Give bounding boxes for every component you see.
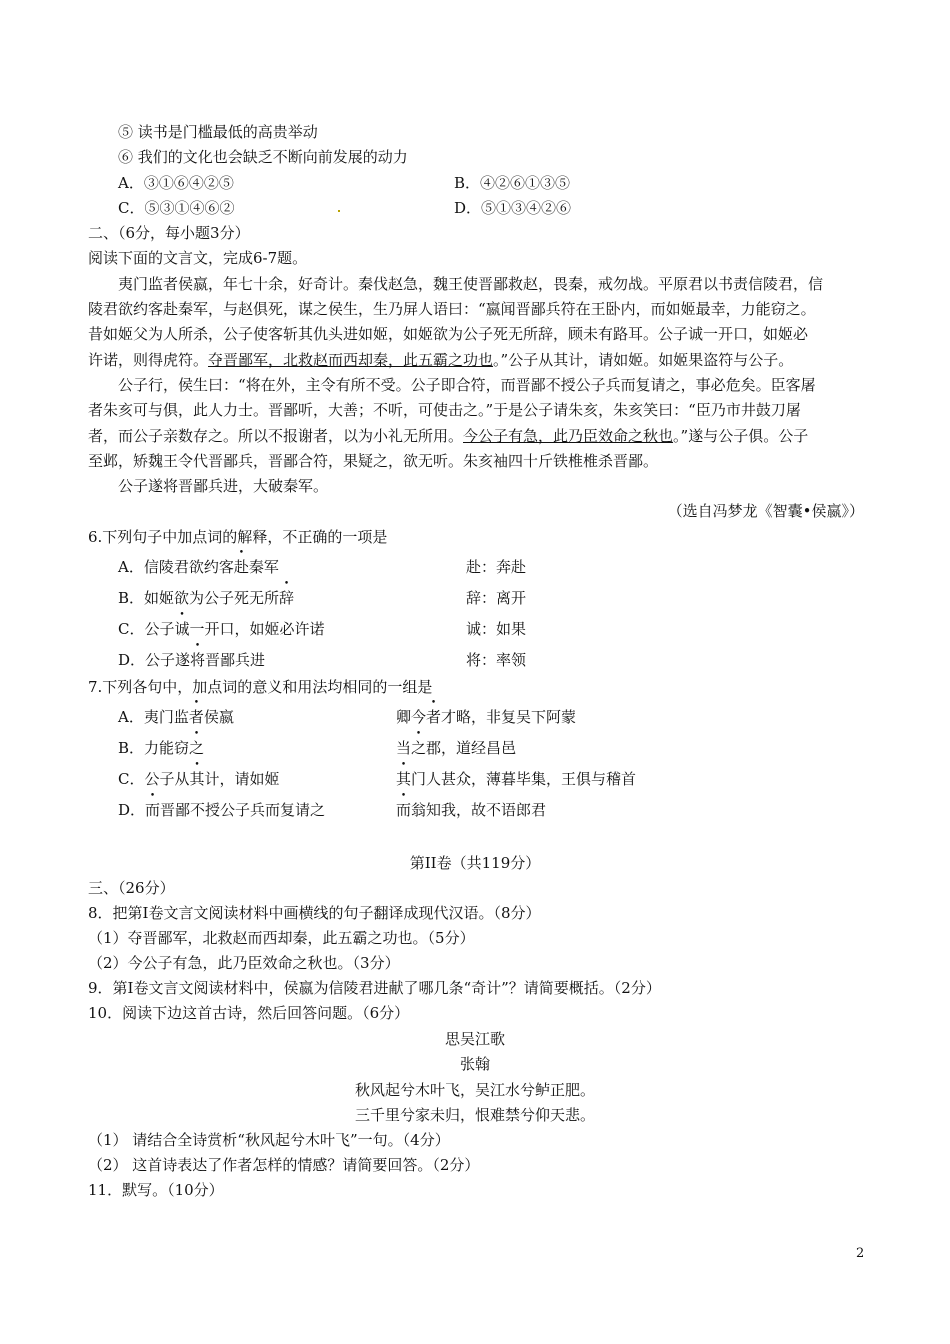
- q7-option-a-left: A．夷门监者侯嬴: [118, 708, 234, 726]
- q6-gloss-d: 将：率领: [466, 651, 527, 669]
- choice-b: B．④②⑥①③⑤: [454, 174, 571, 192]
- q7-option-d-left: D．而晋鄙不授公子兵而复请之: [118, 801, 326, 819]
- choice-a: A．③①⑥④②⑤: [118, 174, 234, 192]
- passage-line: 者朱亥可与俱，此人力士。晋鄙听，大善；不听，可使击之。”于是公子请朱亥，朱亥笑曰：“臣乃市井鼓刀屠: [88, 401, 801, 419]
- option-line-6: ⑥ 我们的文化也会缺乏不断向前发展的动力: [118, 148, 408, 166]
- q7-option-d-right: 而翁知我，故不语郎君: [396, 801, 547, 819]
- part-two-title: 第II卷（共119分）: [409, 854, 541, 872]
- q6-option-c: C．公子诚一开口，如姬必许诺: [118, 620, 325, 638]
- q7-option-c-left: C．公子从其计，请如姬: [118, 770, 280, 788]
- question-8-1: （1）夺晋鄙军，北救赵而西却秦，此五霸之功也。（5分）: [88, 929, 475, 947]
- q6-gloss-a: 赴：奔赴: [466, 558, 527, 576]
- stray-mark: [338, 210, 340, 212]
- q7-option-a-right: 卿今者才略，非复吴下阿蒙: [396, 708, 577, 726]
- poem-line-2: 三千里兮家未归，恨难禁兮仰天悲。: [354, 1106, 595, 1124]
- passage-line: 陵君欲约客赴秦军，与赵俱死，谋之侯生，生乃屏人语曰：“嬴闻晋鄙兵符在王卧内，而如姬最幸，力能窃之。: [88, 300, 816, 318]
- passage-line: 公子遂将晋鄙兵进，大破秦军。: [118, 477, 329, 495]
- choice-d: D．⑤①③④②⑥: [454, 199, 572, 217]
- passage-line: 至邺，矫魏王令代晋鄙兵，晋鄙合符，果疑之，欲无听。朱亥袖四十斤铁椎椎杀晋鄙。: [88, 452, 659, 470]
- question-11: 11．默写。（10分）: [88, 1181, 224, 1199]
- poem-line-1: 秋风起兮木叶飞，吴江水兮鲈正肥。: [354, 1081, 595, 1099]
- q7-option-c-right: 其门人甚众，薄暮毕集，王俱与稽首: [396, 770, 637, 788]
- poem-author: 张翰: [459, 1055, 490, 1073]
- question-6-stem: 6.下列句子中加点词的解释，不正确的一项是: [88, 528, 388, 546]
- section-two-intro: 阅读下面的文言文，完成6-7题。: [88, 249, 308, 267]
- question-10-1: （1） 请结合全诗赏析“秋风起兮木叶飞”一句。（4分）: [88, 1131, 450, 1149]
- q6-gloss-b: 辞：离开: [466, 589, 527, 607]
- underlined-sentence-1: 夺晋鄙军，北救赵而西却秦，此五霸之功也: [208, 351, 494, 369]
- passage-source: （选自冯梦龙《智囊•侯嬴》）: [667, 502, 864, 520]
- page-number: 2: [856, 1246, 865, 1261]
- question-7-stem: 7.下列各句中，加点词的意义和用法均相同的一组是: [88, 678, 433, 696]
- passage-line: 昔如姬父为人所杀，公子使客斩其仇头进如姬，如姬欲为公子死无所辞，顾未有路耳。公子诚一开口，如姬必: [88, 325, 809, 343]
- choice-c: C．⑤③①④⑥②: [118, 199, 235, 217]
- poem-title: 思吴江歌: [444, 1030, 505, 1048]
- passage-line: 许诺，则得虎符。夺晋鄙军，北救赵而西却秦，此五霸之功也。”公子从其计，请如姬。如姬果盗符与公子。: [88, 351, 794, 369]
- section-three-heading: 三、（26分）: [88, 879, 175, 897]
- question-8: 8．把第I卷文言文阅读材料中画横线的句子翻译成现代汉语。（8分）: [88, 904, 541, 922]
- question-9: 9．第I卷文言文阅读材料中，侯嬴为信陵君进献了哪几条“奇计”？请简要概括。（2分）: [88, 979, 661, 997]
- q6-option-a: A．信陵君欲约客赴秦军: [118, 558, 279, 576]
- q6-gloss-c: 诚：如果: [466, 620, 527, 638]
- underlined-sentence-2: 今公子有急，此乃臣效命之秋也: [463, 427, 674, 445]
- question-8-2: （2）今公子有急，此乃臣效命之秋也。（3分）: [88, 954, 400, 972]
- q6-option-d: D．公子遂将晋鄙兵进: [118, 651, 266, 669]
- q6-option-b: B．如姬欲为公子死无所辞: [118, 589, 295, 607]
- question-10-2: （2） 这首诗表达了作者怎样的情感？请简要回答。（2分）: [88, 1156, 480, 1174]
- question-10: 10．阅读下边这首古诗，然后回答问题。（6分）: [88, 1004, 410, 1022]
- section-two-heading: 二、（6分，每小题3分）: [88, 224, 250, 242]
- passage-line: 者，而公子亲数存之。所以不报谢者，以为小礼无所用。今公子有急，此乃臣效命之秋也。”遂与公子俱。公子: [88, 427, 809, 445]
- q7-option-b-right: 当之郡，道经昌邑: [396, 739, 517, 757]
- passage-line: 公子行，侯生曰：“将在外，主令有所不受。公子即合符，而晋鄙不授公子兵而复请之，事必危矣。臣客屠: [118, 376, 816, 394]
- q7-option-b-left: B．力能窃之: [118, 739, 205, 757]
- passage-line: 夷门监者侯嬴，年七十余，好奇计。秦伐赵急，魏王使晋鄙救赵，畏秦，戒勿战。平原君以书责信陵君，信: [118, 275, 824, 293]
- option-line-5: ⑤ 读书是门槛最低的高贵举动: [118, 123, 318, 141]
